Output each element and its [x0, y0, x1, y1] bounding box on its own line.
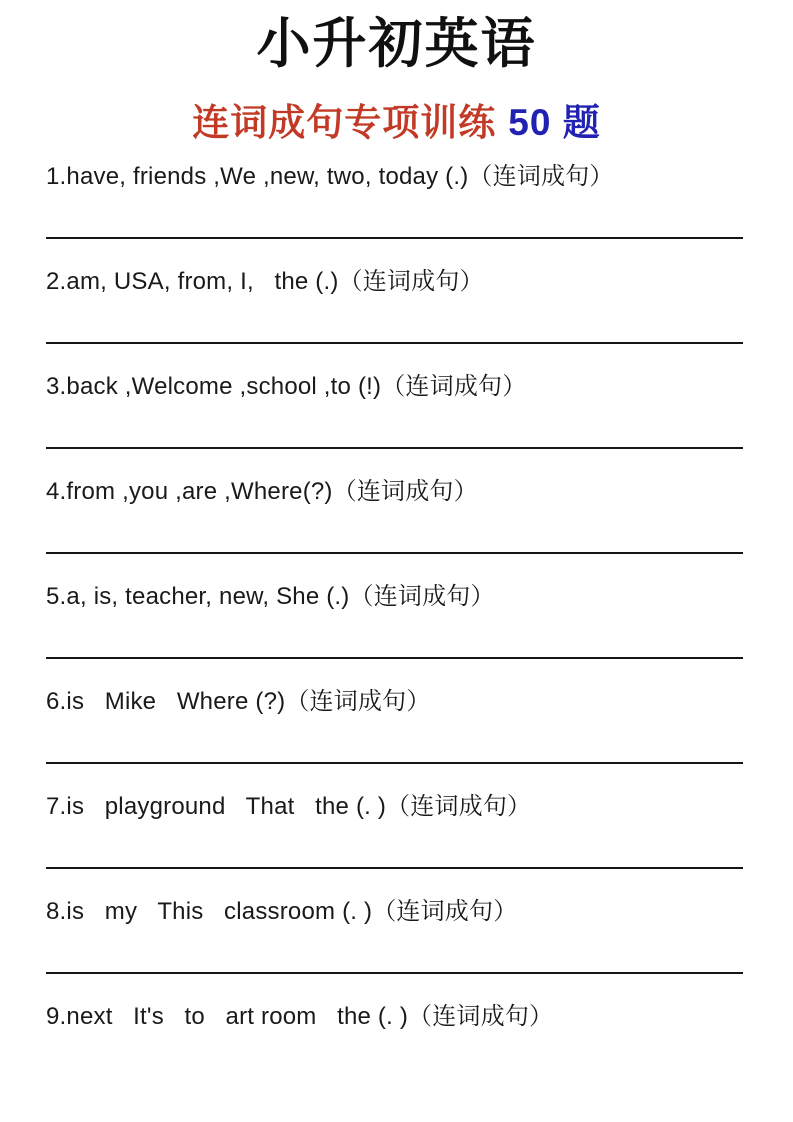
question-item [46, 581, 743, 659]
question-item [46, 896, 743, 974]
question-text: 5.a, is, teacher, new, She (.)（连词成句） [46, 583, 495, 611]
question-text: 3.back ,Welcome ,school ,to (!)（连词成句） [46, 373, 527, 401]
answer-blank-line [46, 762, 743, 764]
question-text: 6.is Mike Where (?)（连词成句） [46, 688, 431, 716]
question-item [46, 161, 743, 239]
subtitle-topic-text: 连词成句专项训练 [192, 101, 497, 143]
question-item [46, 266, 743, 344]
question-item [46, 686, 743, 764]
answer-blank-line [46, 867, 743, 869]
subtitle-count-text: 50 题 [508, 101, 601, 143]
questions-section [0, 161, 793, 1033]
answer-blank-line [46, 237, 743, 239]
page-title: 小升初英语 [256, 14, 537, 74]
question-text: 7.is playground That the (. )（连词成句） [46, 793, 532, 821]
question-item [46, 476, 743, 554]
question-text: 9.next It's to art room the (. )（连词成句） [46, 1003, 554, 1031]
question-text: 2.am, USA, from, I, the (.)（连词成句） [46, 268, 484, 296]
page-subtitle [0, 101, 793, 145]
answer-blank-line [46, 552, 743, 554]
answer-blank-line [46, 972, 743, 974]
question-item [46, 371, 743, 449]
question-item [46, 1001, 743, 1033]
question-text: 1.have, friends ,We ,new, two, today (.)（连词成句） [46, 163, 614, 191]
answer-blank-line [46, 657, 743, 659]
answer-blank-line [46, 447, 743, 449]
question-item [46, 791, 743, 869]
question-text: 4.from ,you ,are ,Where(?)（连词成句） [46, 478, 478, 506]
question-text: 8.is my This classroom (. )（连词成句） [46, 898, 518, 926]
answer-blank-line [46, 342, 743, 344]
